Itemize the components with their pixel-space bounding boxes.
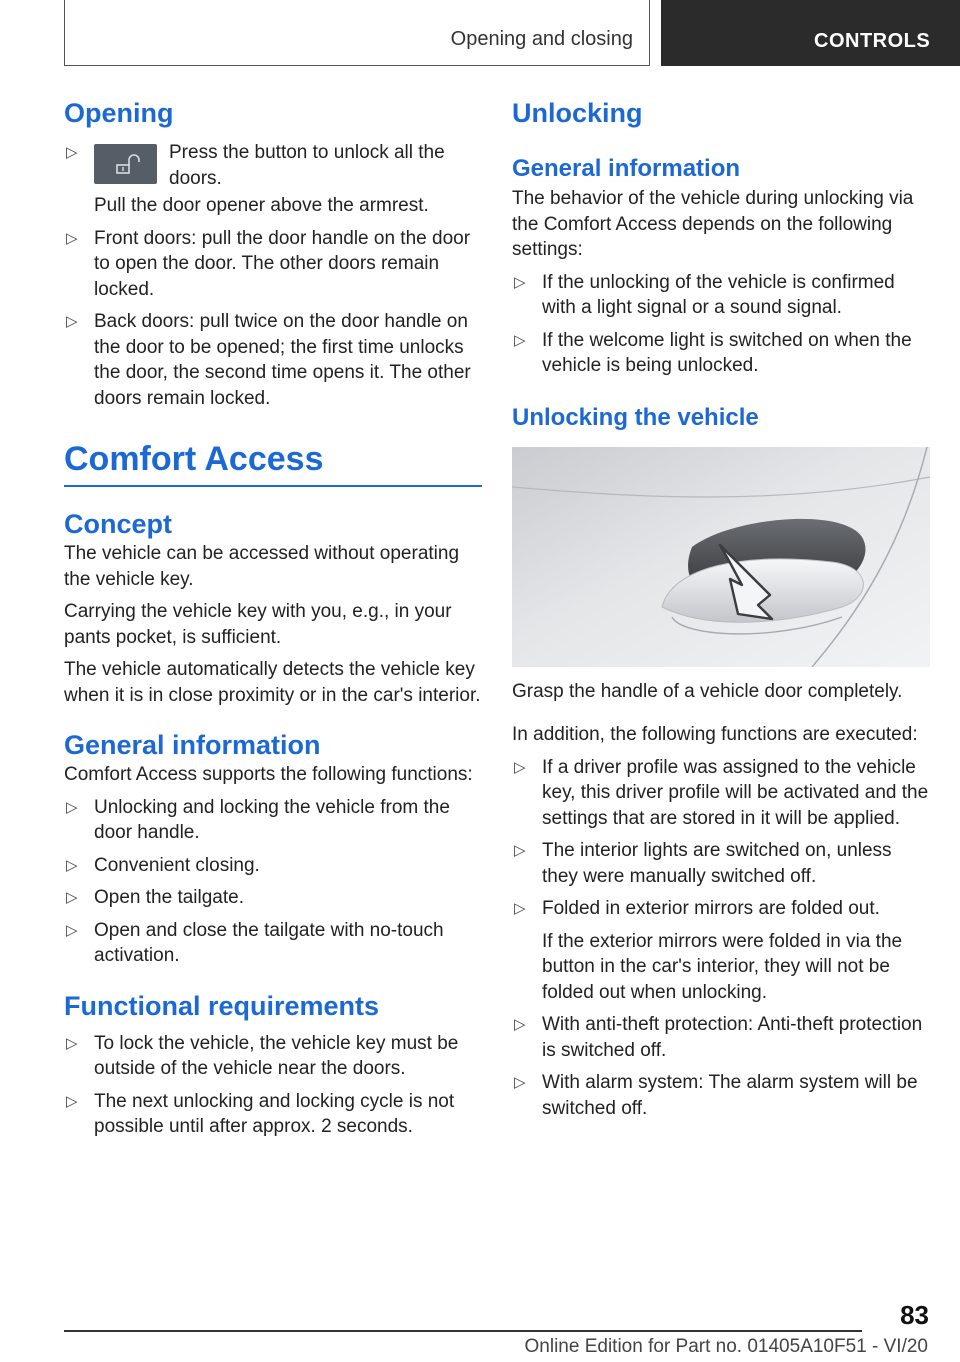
bullet-icon: ▷ [514, 1074, 526, 1091]
list-item [512, 896, 930, 922]
opening-item-1-note: Pull the door opener above the armrest. [94, 195, 429, 216]
opening-item-2-text: Front doors: pull the door handle on the door to open the door. The other doors remain locked. [94, 227, 471, 300]
header-chapter-label: CONTROLS [814, 30, 931, 52]
heading-opening: Opening [64, 98, 174, 128]
header-section-box [64, 0, 650, 66]
bullet-icon: ▷ [514, 331, 526, 349]
list-item-text: Open and close the tailgate with no-touch activation. [94, 919, 444, 966]
executed-functions-list [512, 755, 930, 922]
general-function-list [64, 795, 482, 969]
bullet-icon: ▷ [66, 798, 78, 816]
photo-caption: Grasp the handle of a vehicle door completely. [512, 680, 903, 702]
bullet-icon: ▷ [66, 313, 78, 330]
bullet-icon: ▷ [514, 900, 526, 917]
bullet-icon: ▷ [514, 842, 526, 859]
list-item [512, 1070, 930, 1121]
concept-paragraph-1: The vehicle can be accessed without operating the vehicle key. [64, 543, 460, 590]
list-item-text: If a driver profile was assigned to the vehicle key, this driver profile will be activated and the settings that are stored in it will be applied. [542, 756, 929, 829]
list-item-text: The interior lights are switched on, unless they were manually switched off. [542, 840, 892, 887]
heading-comfort-access: Comfort Access [64, 437, 482, 487]
list-item [512, 755, 930, 832]
executed-functions-list-2 [512, 1012, 930, 1121]
bullet-icon: ▷ [514, 1016, 526, 1033]
bullet-icon: ▷ [66, 229, 78, 247]
door-handle-photo [512, 447, 930, 667]
list-item-text: If the unlocking of the vehicle is confirmed with a light signal or a sound signal. [542, 271, 895, 318]
header-chapter-tab [661, 0, 960, 66]
opening-list [64, 140, 482, 191]
heading-functional-requirements: Functional requirements [64, 990, 380, 1021]
heading-general-information: General information [64, 730, 321, 760]
unlock-button-icon [94, 144, 157, 184]
footer-edition: Online Edition for Part no. 01405A10F51 - VI/20 [524, 1336, 928, 1357]
list-item [512, 328, 930, 379]
list-item [64, 918, 482, 969]
bullet-icon: ▷ [66, 1092, 78, 1110]
bullet-icon: ▷ [514, 758, 526, 776]
list-item [64, 309, 482, 411]
page-number: 83 [900, 1300, 929, 1330]
list-item [64, 1031, 482, 1082]
opening-item-1-text: Press the button to unlock all the doors. [169, 142, 445, 189]
bullet-icon: ▷ [66, 921, 78, 939]
list-item [64, 140, 482, 191]
list-item [64, 226, 482, 303]
header-section-title: Opening and closing [450, 28, 633, 50]
list-item [64, 853, 482, 879]
bullet-icon: ▷ [66, 1034, 78, 1052]
list-item [512, 270, 930, 321]
bullet-icon: ▷ [514, 273, 526, 291]
list-item [64, 1089, 482, 1140]
opening-list-2 [64, 226, 482, 412]
list-item-text: To lock the vehicle, the vehicle key must be outside of the vehicle near the doors. [94, 1032, 459, 1079]
footer-divider [64, 1330, 862, 1332]
list-item [64, 795, 482, 846]
unlocking-general-paragraph: The behavior of the vehicle during unlocking via the Comfort Access depends on the following settings: [512, 188, 914, 260]
opening-item-3-text: Back doors: pull twice on the door handle on the door to be opened; the first time unlocks the door, the second time opens it. The other doors remain locked. [94, 311, 471, 409]
heading-general-information-unlocking: General information [512, 155, 741, 182]
bullet-icon: ▷ [66, 144, 78, 161]
list-item-text: With alarm system: The alarm system will be switched off. [542, 1072, 918, 1119]
concept-paragraph-2: Carrying the vehicle key with you, e.g., in your pants pocket, is sufficient. [64, 601, 452, 648]
list-item-text: Convenient closing. [94, 854, 260, 876]
list-item-text: With anti-theft protection: Anti-theft protection is switched off. [542, 1014, 923, 1061]
list-item [64, 885, 482, 911]
general-paragraph: Comfort Access supports the following functions: [64, 764, 473, 785]
bullet-icon: ▷ [66, 889, 78, 906]
list-item [512, 838, 930, 889]
list-item-text: Folded in exterior mirrors are folded out. [542, 898, 880, 919]
left-column [64, 96, 482, 1140]
list-item-text: If the welcome light is switched on when the vehicle is being unlocked. [542, 329, 912, 376]
right-column [512, 96, 930, 1121]
mirror-note: If the exterior mirrors were folded in via the button in the car's interior, they will not be folded out when unlocking. [542, 930, 903, 1003]
list-item-text: Unlocking and locking the vehicle from the door handle. [94, 796, 450, 843]
additional-functions-intro: In addition, the following functions are executed: [512, 724, 918, 745]
concept-paragraph-3: The vehicle automatically detects the vehicle key when it is in close proximity or in the car's interior. [64, 659, 481, 706]
list-item-text: Open the tailgate. [94, 887, 244, 908]
heading-concept: Concept [64, 509, 172, 539]
heading-unlocking-the-vehicle: Unlocking the vehicle [512, 403, 759, 431]
requirements-list [64, 1031, 482, 1140]
list-item-text: The next unlocking and locking cycle is not possible until after approx. 2 seconds. [94, 1090, 455, 1137]
list-item [512, 1012, 930, 1063]
unlocking-settings-list [512, 270, 930, 379]
heading-unlocking: Unlocking [512, 98, 643, 128]
bullet-icon: ▷ [66, 856, 78, 874]
